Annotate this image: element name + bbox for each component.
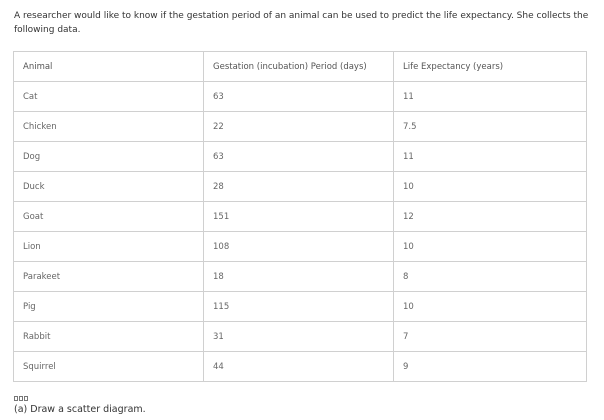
cell-animal: Cat: [14, 82, 204, 112]
table-header-row: [14, 52, 587, 82]
cell-life-expectancy: 11: [394, 142, 587, 172]
cell-gestation: 63: [204, 82, 394, 112]
cell-gestation: 151: [204, 202, 394, 232]
cell-animal: Dog: [14, 142, 204, 172]
cell-animal: Lion: [14, 232, 204, 262]
cell-animal: Goat: [14, 202, 204, 232]
cell-life-expectancy: 10: [394, 292, 587, 322]
animal-data-table: [13, 51, 587, 382]
table-row: [14, 322, 587, 352]
table-row: [14, 352, 587, 382]
table-row: [14, 202, 587, 232]
placeholder-glyph-box: [19, 396, 23, 401]
cell-gestation: 108: [204, 232, 394, 262]
cell-gestation: 22: [204, 112, 394, 142]
table-row: [14, 232, 587, 262]
cell-life-expectancy: 7.5: [394, 112, 587, 142]
header-animal: Animal: [14, 52, 204, 82]
cell-gestation: 44: [204, 352, 394, 382]
placeholder-glyph-box: [14, 396, 18, 401]
cell-life-expectancy: 9: [394, 352, 587, 382]
cell-animal: Squirrel: [14, 352, 204, 382]
question-part-a: (a) Draw a scatter diagram.: [14, 404, 146, 415]
cell-life-expectancy: 11: [394, 82, 587, 112]
cell-life-expectancy: 7: [394, 322, 587, 352]
problem-intro-text: A researcher would like to know if the gestation period of an animal can be used to predict the life expectancy. She collects the following data.: [14, 11, 589, 35]
cell-animal: Chicken: [14, 112, 204, 142]
cell-gestation: 63: [204, 142, 394, 172]
table-row: [14, 262, 587, 292]
table-row: [14, 142, 587, 172]
table-row: [14, 172, 587, 202]
cell-gestation: 115: [204, 292, 394, 322]
cell-animal: Pig: [14, 292, 204, 322]
header-gestation-period: Gestation (incubation) Period (days): [204, 52, 394, 82]
cell-gestation: 18: [204, 262, 394, 292]
cell-life-expectancy: 12: [394, 202, 587, 232]
header-life-expectancy: Life Expectancy (years): [394, 52, 587, 82]
cell-gestation: 31: [204, 322, 394, 352]
cell-animal: Duck: [14, 172, 204, 202]
cell-animal: Rabbit: [14, 322, 204, 352]
cell-gestation: 28: [204, 172, 394, 202]
placeholder-glyph-box: [24, 396, 28, 401]
table-row: [14, 292, 587, 322]
table-row: [14, 82, 587, 112]
cell-life-expectancy: 10: [394, 232, 587, 262]
cell-life-expectancy: 8: [394, 262, 587, 292]
table-row: [14, 112, 587, 142]
placeholder-glyph-boxes: [14, 396, 28, 401]
cell-life-expectancy: 10: [394, 172, 587, 202]
cell-animal: Parakeet: [14, 262, 204, 292]
